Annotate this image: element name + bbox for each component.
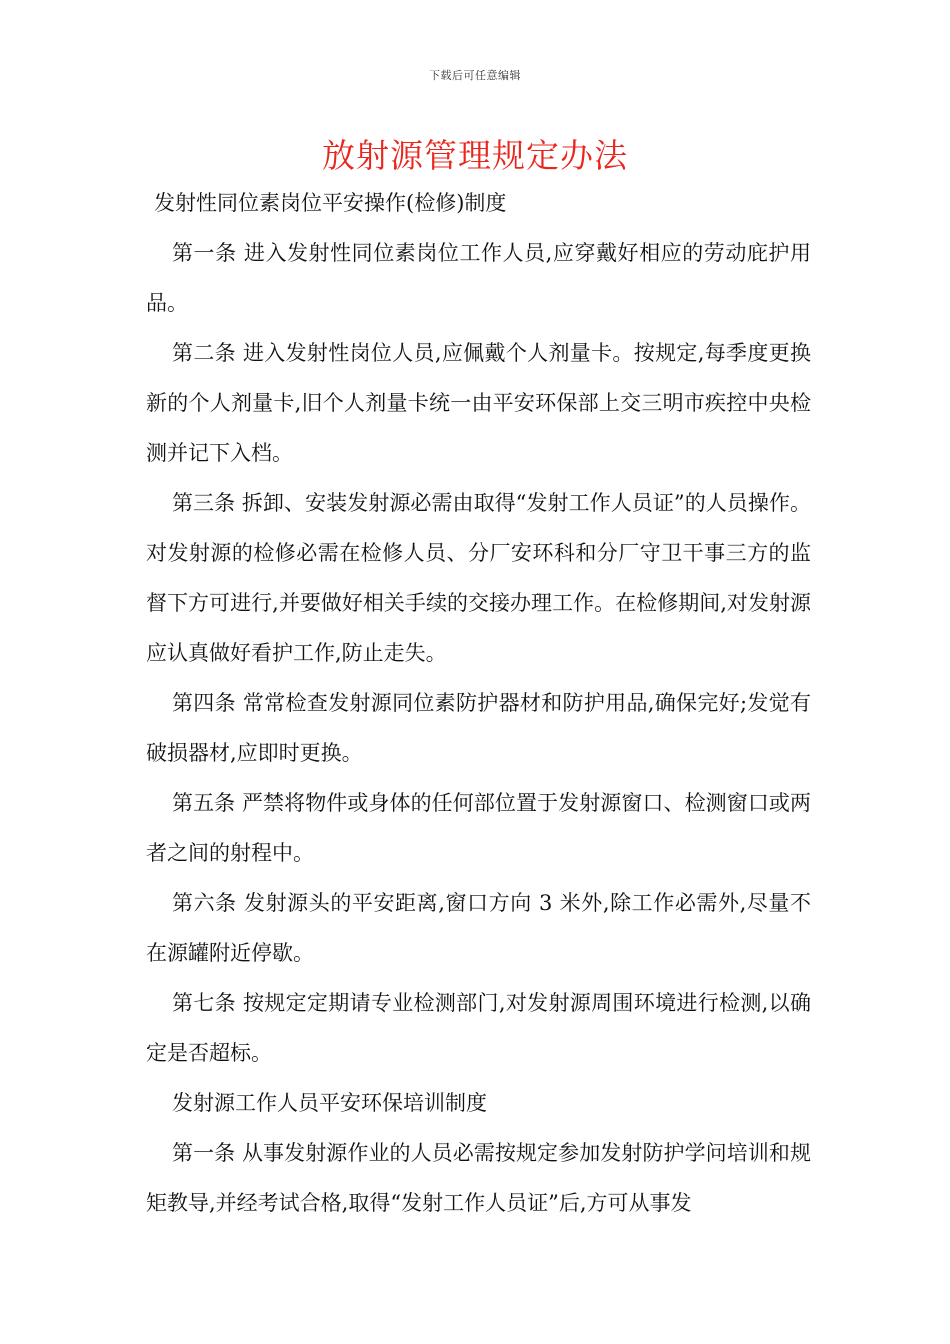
section-heading: 发射源工作人员平安环保培训制度 (172, 1091, 487, 1115)
article-paragraph: 第三条 拆卸、安装发射源必需由取得“发射工作人员证”的人员操作。对发射源的检修必需在检修人员、分厂安环科和分厂守卫干事三方的监督下方可进行,并要做好相关手续的交接办理工作。在检修期间,对发射源应认真做好看护工作,防止走失。 (146, 491, 811, 665)
article-paragraph: 第六条 发射源头的平安距离,窗口方向 3 米外,除工作必需外,尽量不在源罐附近停歇。 (146, 891, 811, 965)
article-paragraph: 第二条 进入发射性岗位人员,应佩戴个人剂量卡。按规定,每季度更换新的个人剂量卡,旧个人剂量卡统一由平安环保部上交三明市疾控中央检测并记下入档。 (146, 341, 811, 465)
section-heading: 发射性同位素岗位平安操作(检修)制度 (154, 191, 507, 215)
article-paragraph: 第四条 常常检查发射源同位素防护器材和防护用品,确保完好;发觉有破损器材,应即时更换。 (146, 691, 811, 765)
header-note: 下载后可任意编辑 (429, 69, 521, 82)
document-title: 放射源管理规定办法 (322, 136, 628, 175)
article-paragraph: 第一条 从事发射源作业的人员必需按规定参加发射防护学问培训和规矩教导,并经考试合格,取得“发射工作人员证”后,方可从事发 (146, 1141, 811, 1215)
article-paragraph: 第五条 严禁将物件或身体的任何部位置于发射源窗口、检测窗口或两者之间的射程中。 (146, 791, 811, 865)
article-paragraph: 第一条 进入发射性同位素岗位工作人员,应穿戴好相应的劳动庇护用品。 (146, 241, 811, 315)
article-paragraph: 第七条 按规定定期请专业检测部门,对发射源周围环境进行检测,以确定是否超标。 (146, 991, 811, 1065)
document-body (146, 178, 811, 1228)
